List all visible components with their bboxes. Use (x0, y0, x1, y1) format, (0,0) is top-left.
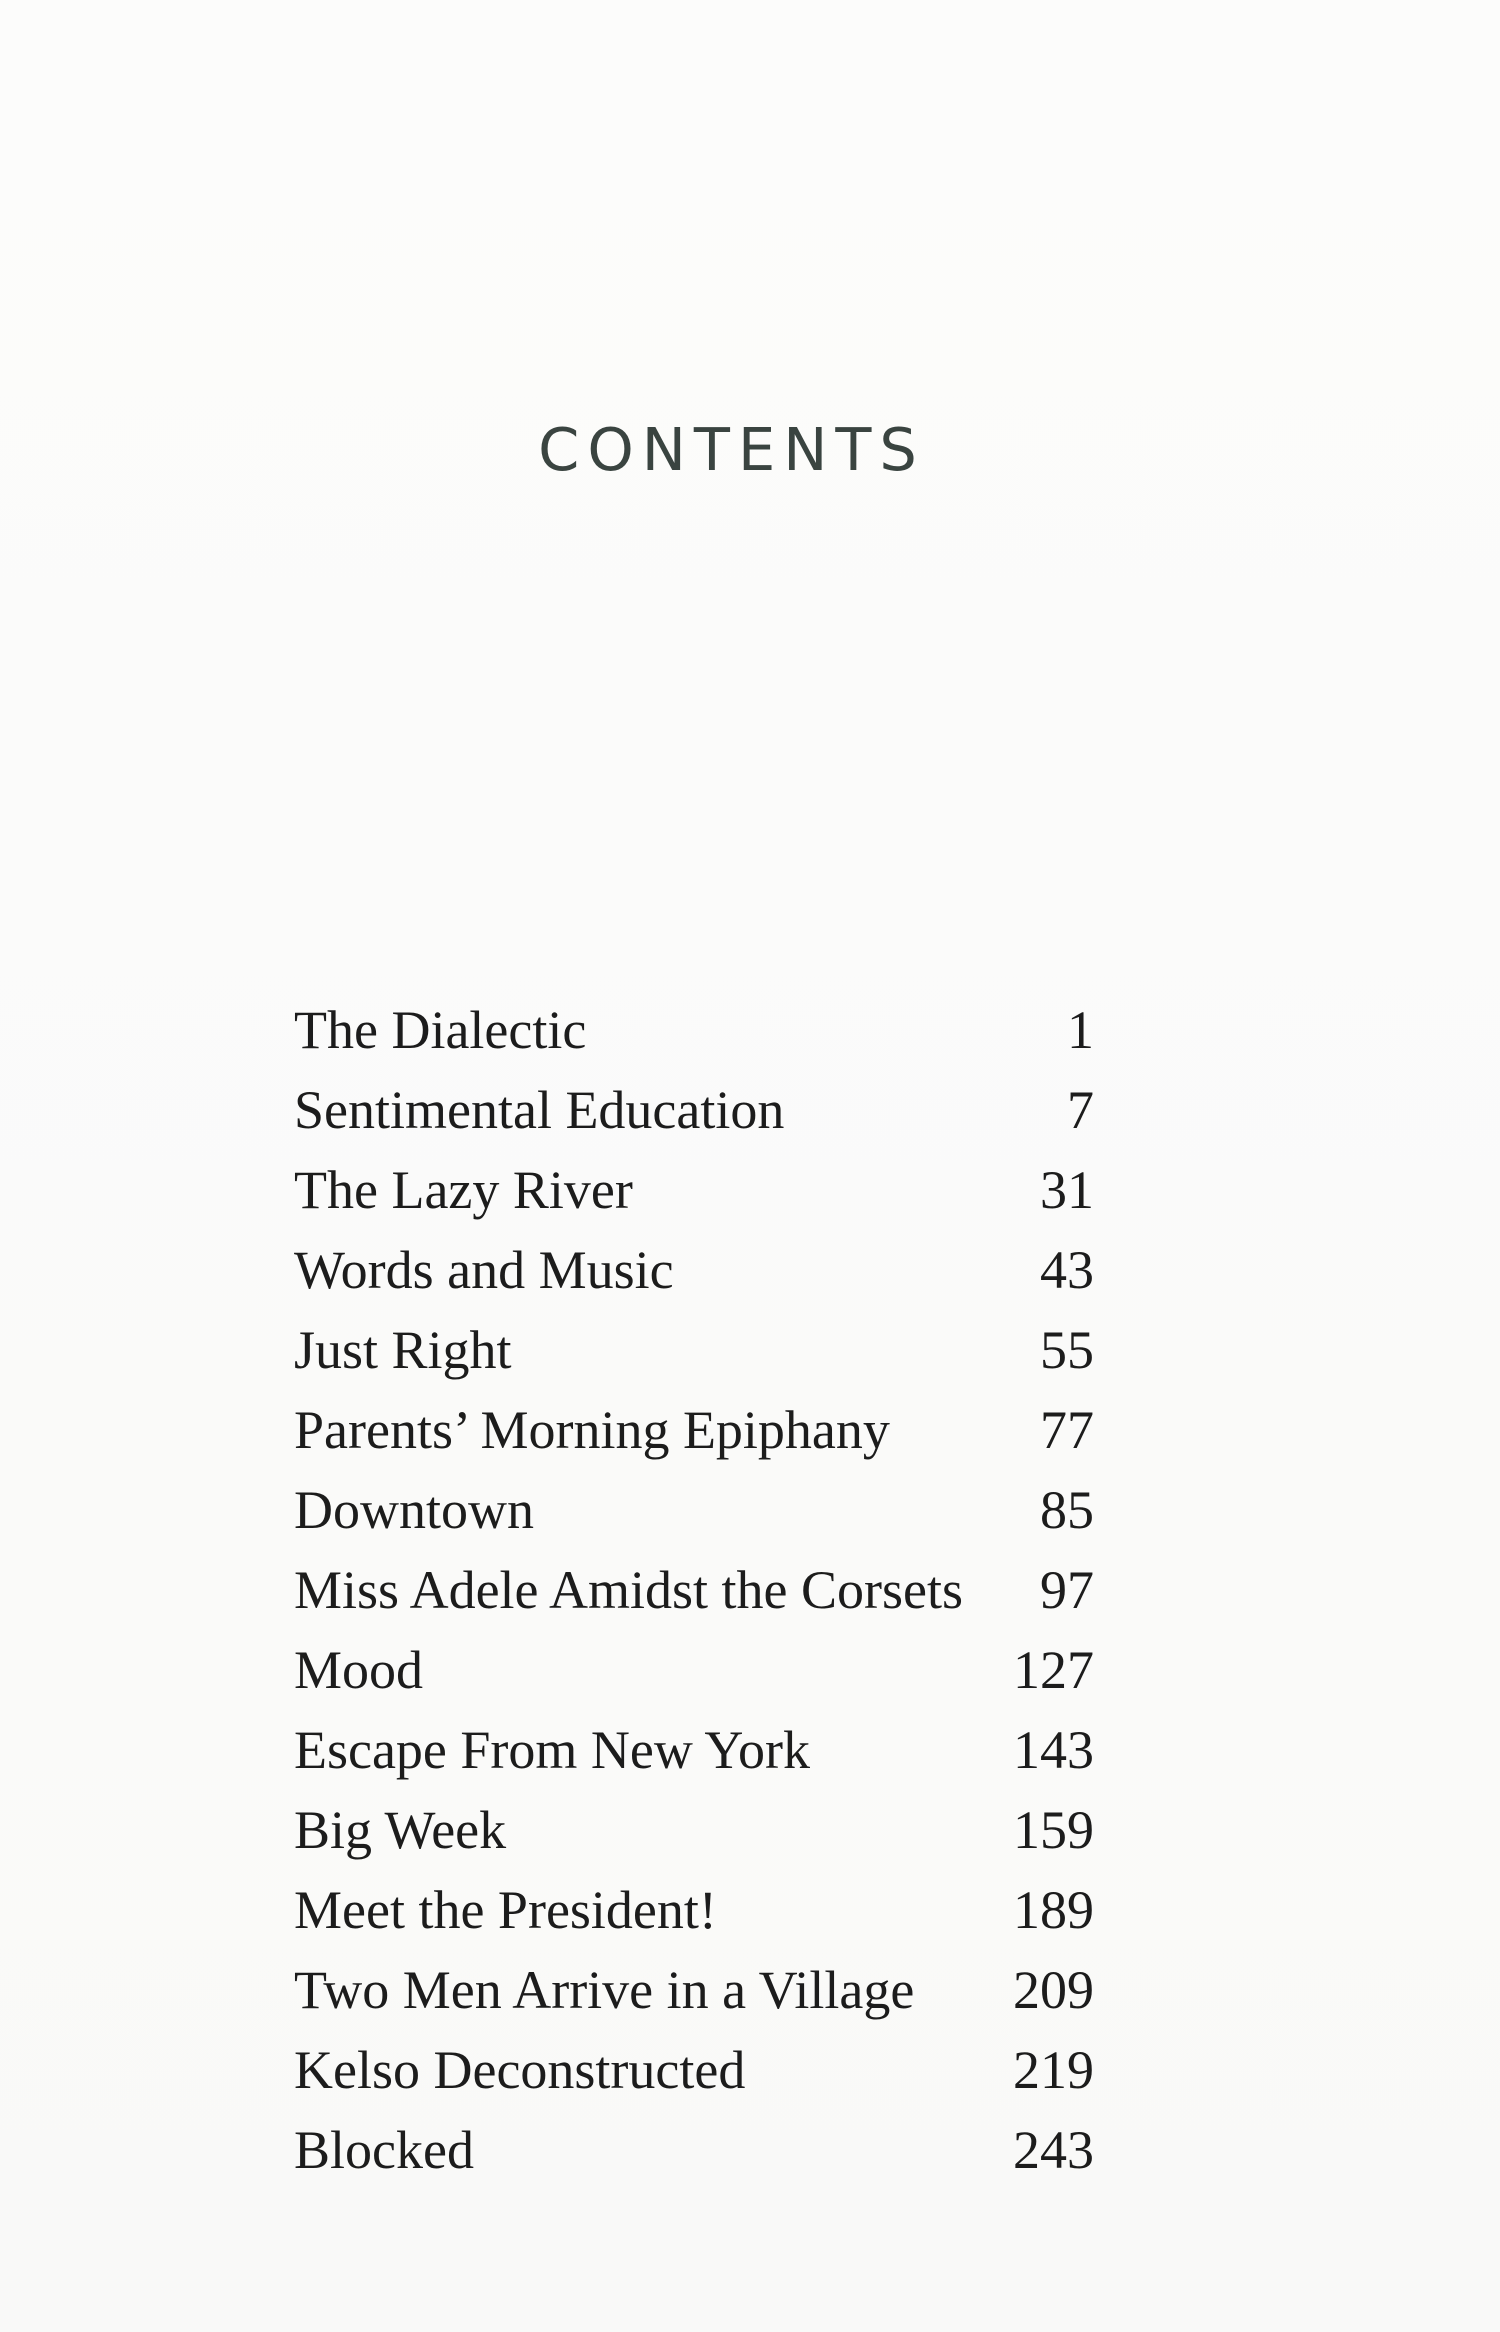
toc-entry-title: Miss Adele Amidst the Corsets (294, 1560, 964, 1620)
toc-entry (294, 1710, 1094, 1790)
toc-entry-page: 77 (1040, 1400, 1094, 1460)
toc-entry-page: 55 (1040, 1320, 1094, 1380)
contents-heading: CONTENTS (538, 415, 925, 484)
toc-entry (294, 1150, 1094, 1230)
toc-entry-title: Big Week (294, 1800, 507, 1860)
toc-entry-title: Escape From New York (294, 1720, 810, 1780)
toc-entry (294, 2030, 1094, 2110)
toc-entry (294, 1390, 1094, 1470)
toc-entry (294, 1950, 1094, 2030)
toc-entry (294, 1230, 1094, 1310)
toc-entry-page: 143 (1013, 1720, 1094, 1780)
toc-entry-page: 189 (1013, 1880, 1094, 1940)
toc-entry-title: The Lazy River (294, 1160, 633, 1220)
toc-entry-page: 31 (1040, 1160, 1094, 1220)
toc-entry-page: 7 (1067, 1080, 1094, 1140)
toc-entry (294, 990, 1094, 1070)
toc-entry-page: 209 (1013, 1960, 1094, 2020)
toc-entry-title: Downtown (294, 1480, 534, 1540)
toc-entry-title: Words and Music (294, 1240, 674, 1300)
toc-entry (294, 1470, 1094, 1550)
toc-entry-title: Meet the President! (294, 1880, 717, 1940)
toc-entry-title: Blocked (294, 2120, 474, 2180)
table-of-contents (294, 990, 1094, 2190)
toc-entry-page: 43 (1040, 1240, 1094, 1300)
toc-entry-title: Mood (294, 1640, 424, 1700)
toc-entry-page: 127 (1013, 1640, 1094, 1700)
toc-entry-page: 243 (1013, 2120, 1094, 2180)
toc-entry-title: Parents’ Morning Epiphany (294, 1400, 890, 1460)
toc-entry-page: 97 (1040, 1560, 1094, 1620)
toc-entry-title: The Dialectic (294, 1000, 587, 1060)
toc-entry (294, 2110, 1094, 2190)
toc-entry (294, 1550, 1094, 1630)
toc-entry-page: 1 (1067, 1000, 1094, 1060)
toc-entry-title: Two Men Arrive in a Village (294, 1960, 915, 2020)
toc-entry (294, 1630, 1094, 1710)
toc-entry-title: Kelso Deconstructed (294, 2040, 746, 2100)
toc-entry (294, 1790, 1094, 1870)
toc-entry (294, 1310, 1094, 1390)
toc-entry (294, 1870, 1094, 1950)
toc-entry-page: 219 (1013, 2040, 1094, 2100)
toc-entry-page: 159 (1013, 1800, 1094, 1860)
toc-entry (294, 1070, 1094, 1150)
toc-entry-title: Sentimental Education (294, 1080, 785, 1140)
toc-entry-page: 85 (1040, 1480, 1094, 1540)
toc-entry-title: Just Right (294, 1320, 512, 1380)
